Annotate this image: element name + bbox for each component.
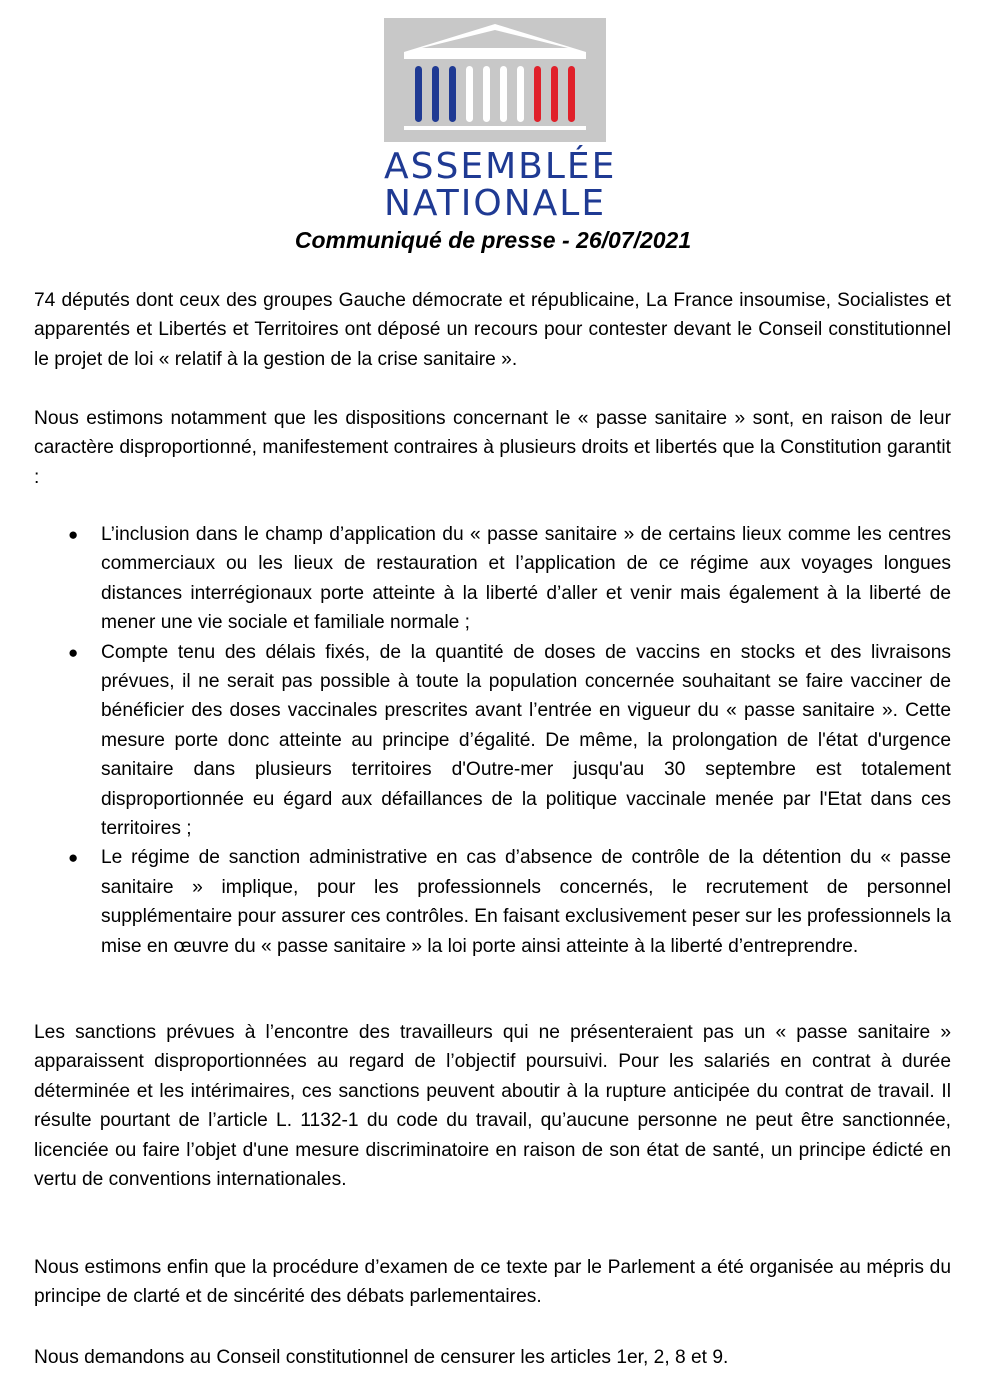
paragraph-claims: Nous estimons notamment que les dispositions concernant le « passe sanitaire » sont, en raison de leur caractère disproportionné, manifestement contraires à plusieurs droits et libertés que la Constitution garantit : [34, 408, 951, 488]
headline: Communiqué de presse - 26/07/2021 [294, 227, 692, 253]
logo-column [432, 66, 439, 122]
list-item-text: Compte tenu des délais fixés, de la quantité de doses de vaccins en stocks et des livraisons prévues, il ne serait pas possible à toute la population concernée souhaitant se faire vacciner de bénéficier des doses vaccinales prescrites avant l’entrée en vigueur du « passe sanitaire ». Cette mesure porte donc atteinte au principe d’égalité. De même, la prolongation de l'état d'urgence sanitaire dans plusieurs territoires d'Outre-mer jusqu'au 30 septembre est totalement disproportionnée eu égard aux défaillances de la politique vaccinale menée par l'Etat dans ces territoires ; [101, 641, 951, 840]
list-item [34, 843, 951, 961]
hemicycle-emblem-icon [384, 18, 606, 142]
paragraph-request: Nous demandons au Conseil constitutionnel de censurer les articles 1er, 2, 8 et 9. [34, 1347, 729, 1368]
logo-column [517, 66, 524, 122]
list-item [34, 520, 951, 638]
logo-column [500, 66, 507, 122]
logo-column [483, 66, 490, 122]
bullet-list [34, 520, 951, 961]
logo-column [415, 66, 422, 122]
logo-line-assemblee: ASSEMBLÉE [384, 146, 617, 187]
list-item [34, 638, 951, 844]
logo-column [568, 66, 575, 122]
paragraph-sanctions: Les sanctions prévues à l’encontre des travailleurs qui ne présenteraient pas un « passe sanitaire » apparaissent disproportionnées au regard de l’objectif poursuivi. Pour les salariés en contrat à durée déterminée et les intérimaires, ces sanctions peuvent aboutir à la rupture anticipée du contrat de travail. Il résulte pourtant de l’article L. 1132-1 du code du travail, qu’aucune personne ne peut être sanctionnée, licenciée ou faire l’objet d'une mesure discriminatoire en raison de son état de santé, un principe édicté en vertu de conventions internationales. [34, 1022, 951, 1191]
paragraph-intro: 74 députés dont ceux des groupes Gauche démocrate et républicaine, La France insoumise, Socialistes et apparentés et Libertés et Territoires ont déposé un recours pour contester devant le Conseil constitutionnel le projet de loi « relatif à la gestion de la crise sanitaire ». [34, 290, 951, 370]
logo-line-nationale: NATIONALE [384, 183, 607, 224]
list-item-text: Le régime de sanction administrative en cas d’absence de contrôle de la détention du « passe sanitaire » implique, pour les professionnels concernés, le recrutement de personnel supplémentaire pour assurer ces contrôles. En faisant exclusivement peser sur les professionnels la mise en œuvre du « passe sanitaire » la loi porte ainsi atteinte à la liberté d’entreprendre. [101, 847, 952, 957]
bullet-icon: ● [68, 848, 79, 868]
bullet-icon: ● [68, 642, 79, 662]
logo-column [449, 66, 456, 122]
bullet-icon: ● [68, 525, 79, 544]
logo-column [466, 66, 473, 122]
logo-column [551, 66, 558, 122]
list-item-text: L’inclusion dans le champ d’application du « passe sanitaire » de certains lieux comme les centres commerciaux ou les lieux de restauration et l’application de ce régime aux voyages longues distances interrégionaux porte atteinte à la liberté d’aller et venir mais également à la liberté de mener une vie sociale et familiale normale ; [101, 524, 951, 634]
assemblee-nationale-logo [384, 18, 617, 224]
logo-column [534, 66, 541, 122]
paragraph-procedure: Nous estimons enfin que la procédure d’examen de ce texte par le Parlement a été organisée au mépris du principe de clarté et de sincérité des débats parlementaires. [34, 1257, 951, 1308]
